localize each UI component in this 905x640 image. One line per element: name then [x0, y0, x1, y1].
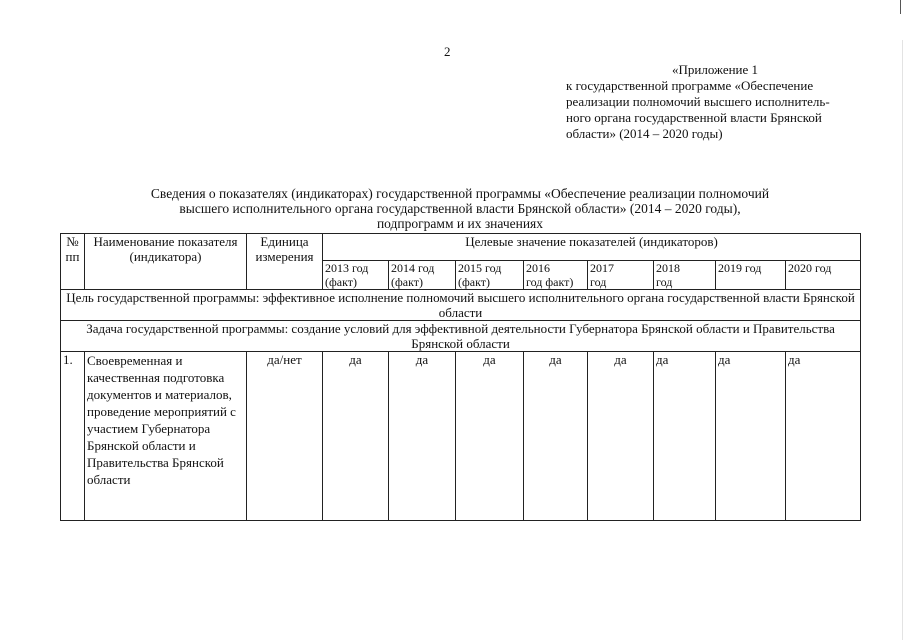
document-title [60, 186, 860, 231]
row-value: да [323, 352, 389, 521]
table-header-row [61, 234, 861, 261]
row-value: да [654, 352, 716, 521]
year-cell: 2020 год [786, 261, 861, 290]
year-cell: 2015 год (факт) [456, 261, 524, 290]
year-cell: 2017 год [588, 261, 654, 290]
year-cell: 2013 год (факт) [323, 261, 389, 290]
goal-text: Цель государственной программы: эффективное исполнение полномочий высшего исполнительного органа государственной власти Брянской области [61, 290, 861, 321]
row-value: да [588, 352, 654, 521]
title-line: Сведения о показателях (индикаторах) государственной программы «Обеспечение реализации полномочий [150, 186, 770, 201]
row-value: да [389, 352, 456, 521]
task-row [61, 321, 861, 352]
row-value: да [456, 352, 524, 521]
header-target-values: Целевые значение показателей (индикаторов) [323, 234, 861, 261]
year-cell: 2018 год [654, 261, 716, 290]
goal-row [61, 290, 861, 321]
year-cell: 2014 год (факт) [389, 261, 456, 290]
row-num: 1. [61, 352, 85, 521]
header-unit: Единица измерения [247, 234, 323, 290]
appendix-header [566, 62, 886, 142]
table-row [61, 352, 861, 521]
appendix-line: к государственной программе «Обеспечение [566, 78, 814, 93]
header-num: № пп [61, 234, 85, 290]
row-value: да [524, 352, 588, 521]
page-number: 2 [444, 44, 451, 59]
appendix-line: области» (2014 – 2020 годы) [566, 126, 723, 141]
row-value: да [786, 352, 861, 521]
indicators-table [60, 233, 861, 521]
appendix-line: реализации полномочий высшего исполнитель- [566, 94, 830, 109]
task-text: Задача государственной программы: создание условий для эффективной деятельности Губернатора Брянской области и Правительства Брянской области [61, 321, 861, 352]
title-line: высшего исполнительного органа государственной власти Брянской области» (2014 – 2020 годы), [179, 201, 741, 216]
year-cell: 2016 год факт) [524, 261, 588, 290]
row-value: да [716, 352, 786, 521]
header-name: Наименование показателя (индикатора) [85, 234, 247, 290]
appendix-line: ного органа государственной власти Брянской [566, 110, 822, 125]
row-unit: да/нет [247, 352, 323, 521]
title-line: подпрограмм и их значениях [376, 216, 544, 231]
appendix-line: «Приложение 1 [672, 62, 759, 77]
row-indicator-name: Своевременная и качественная подготовка документов и материалов, проведение мероприятий с участием Губернатора Брянской области и Правительства Брянской области [85, 352, 247, 521]
scan-edge-line [902, 40, 903, 640]
year-cell: 2019 год [716, 261, 786, 290]
scan-mark [900, 0, 901, 14]
